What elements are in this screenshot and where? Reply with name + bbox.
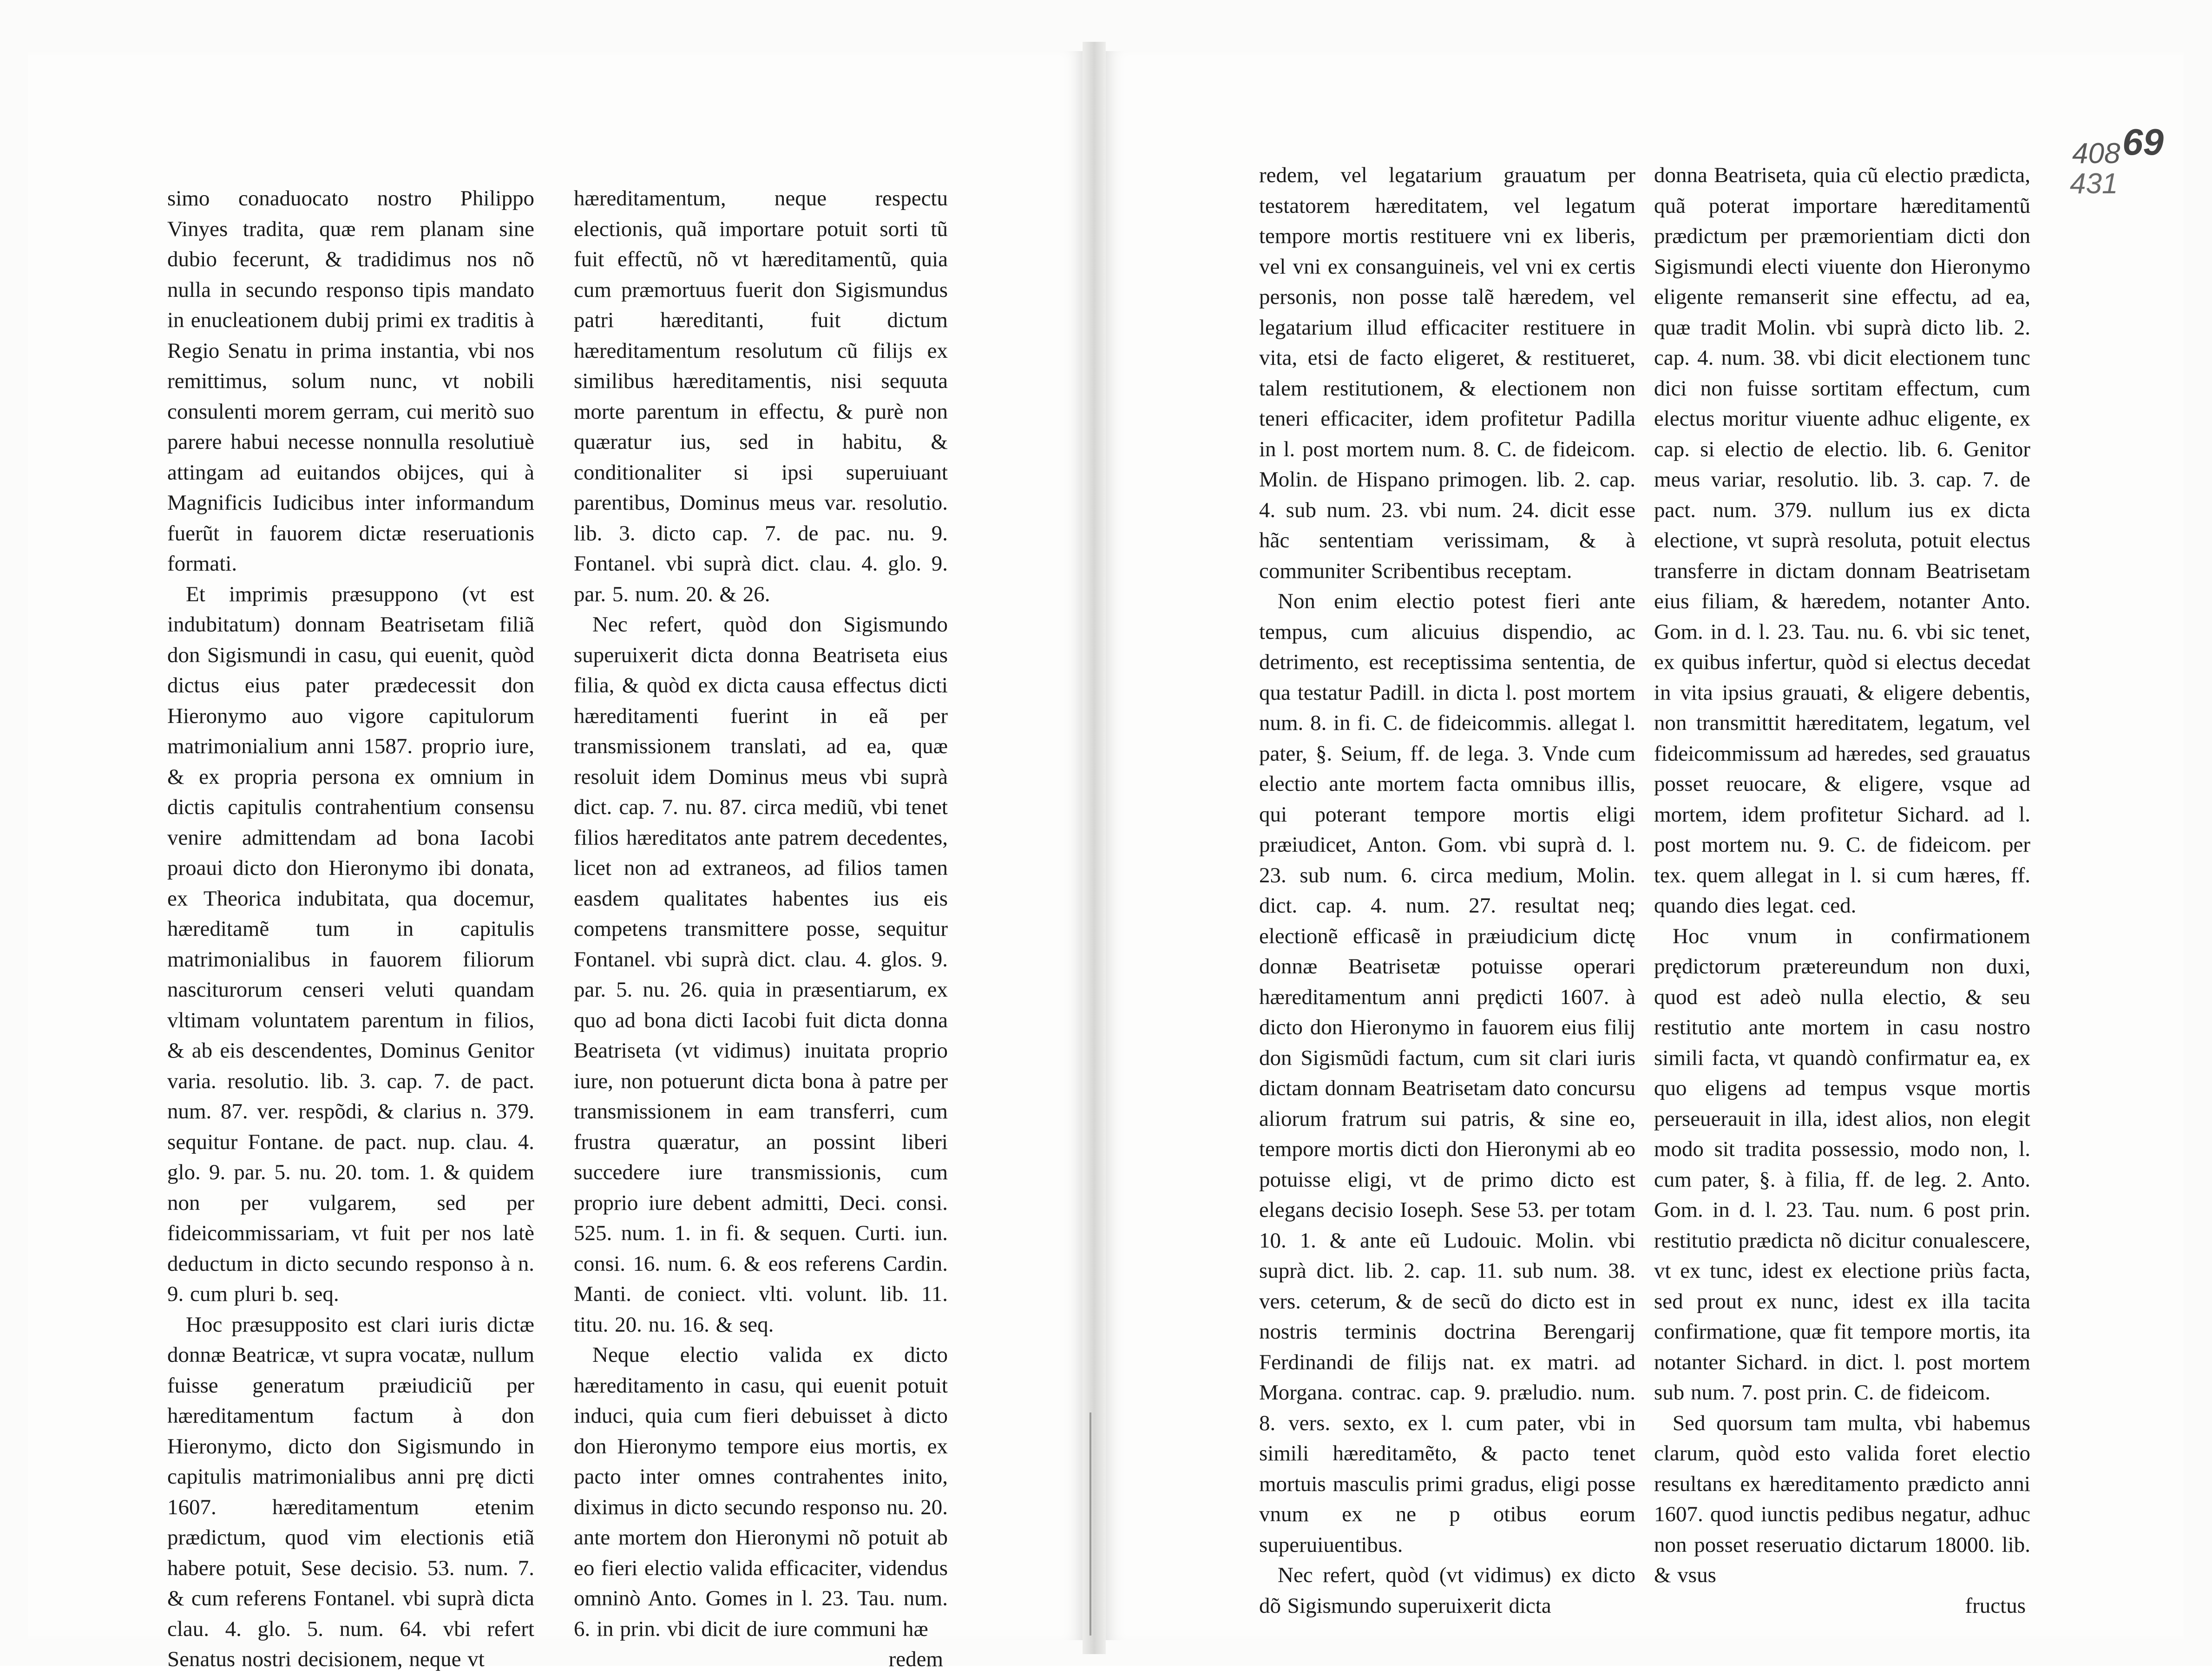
page-crease — [1090, 1412, 1091, 1636]
paragraph: donna Beatriseta, quia cũ electio prædicta, quã poterat importare hæreditamentũ prædictum per præmorientiam dicti don Sigismundi electi viuente don Hieronymo eligente remanserit sine effectu, ad ea, quæ tradit Molin. vbi suprà dicto lib. 2. cap. 4. num. 38. vbi dicit electionem tunc dici non fuisse sortitam effectum, cum electus moritur viuente adhuc eligente, ex cap. si electio de electio. lib. 6. Genitor meus variar, resolutio. lib. 3. cap. 7. de pact. num. 379. nullum ius ex dicta electione, vt suprà resoluta, potuit electus transferre in dictam donnam Beatrisetam eius filiam, & hæredem, notanter Anto. Gom. in d. l. 23. Tau. nu. 6. vbi sic tenet, ex quibus infertur, quòd si electus decedat in vita ipsius grauati, & eligere debentis, non transmittit hæreditatem, legatum, vel fideicommissum ad hæredes, sed grauatus posset reuocare, & eligere, vsque ad mortem, idem profitetur Sichard. ad l. post mortem nu. 9. C. de fideicom. per tex. quem allegat in l. si cum hæres, ff. quando dies legat. ced. — [1654, 163, 2030, 918]
paragraph: Et imprimis præsuppono (vt est indubitatum) donnam Beatrisetam filiã don Sigismundi in casu, qui euenit, quòd dictus eius pater prædecessit don Hieronymo auo vigore capitulorum matrimonialium anni 1587. proprio iure, & ex propria persona ex omnium in dictis capitulis contrahentium consensu venire admittendam ad bona Iacobi proaui dicto don Hieronymo ibi donata, ex Theorica indubitata, qua docemur, hæreditamẽ tum in capitulis matrimonialibus in fauorem filiorum nasciturorum censeri veluti quandam vltimam voluntatem parentum in filios, & ab eis descendentes, Dominus Genitor varia. resolutio. lib. 3. cap. 7. de pact. num. 87. ver. respõdi, & clarius n. 379. sequitur Fontane. de pact. nup. clau. 4. glo. 9. par. 5. nu. 20. tom. 1. & quidem non per vulgarem, sed per fideicommissariam, vt fuit per nos latè deductum in dicto secundo responso à n. 9. cum pluri b. seq. — [167, 582, 534, 1306]
paragraph: hæreditamentum, neque respectu electionis, quã importare potuit sorti tũ fuit effectũ, nõ vt hæreditamentũ, quia cum præmortuus fuerit don Sigismundus patri hæreditanti, fuit dictum hæreditamentum resolutum cũ filijs ex similibus hæreditamentis, nisi sequuta morte parentum in effectu, & purè non quæratur ius, sed in habitu, & conditionaliter si ipsi superuiuant parentibus, Dominus meus var. resolutio. lib. 3. dicto cap. 7. de pac. nu. 9. Fontanel. vbi suprà dict. clau. 4. glo. 9. par. 5. num. 20. & 26. — [574, 186, 948, 606]
paragraph: Hoc præsupposito est clari iuris dictæ donnæ Beatricæ, vt supra vocatæ, nullum fuisse generatum præiudiciũ per hæreditamentum factum à don Hieronymo, dicto don Sigismundo in capitulis matrimonialibus anni prę dicti 1607. hæreditamentum etenim prædictum, quod vim electionis etiã habere potuit, Sese decisio. 53. num. 7. & cum referens Fontanel. vbi suprà dicta clau. 4. glo. 5. num. 64. vbi refert Senatus nostri decisionem, neque vt — [167, 1312, 534, 1671]
book-gutter — [1083, 42, 1106, 1654]
text-column-3 — [1259, 160, 1635, 1618]
paragraph: Nec refert, quòd (vt vidimus) ex dicto dõ Sigismundo superuixerit dicta — [1259, 1563, 1635, 1618]
manuscript-folio-a: 408 — [2072, 138, 2120, 170]
paragraph: Sed quorsum tam multa, vbi habemus clarum, quòd esto valida foret electio resultans ex hæreditamento prædicto anni 1607. quod iunctis pedibus negatur, adhuc non posset reseruatio dictarum 18000. lib. & vsus — [1654, 1411, 2030, 1587]
paragraph: redem, vel legatarium grauatum per testatorem hæreditatem, vel legatum tempore mortis restituere vni ex liberis, vel vni ex consanguineis, vel vni ex certis personis, non posse talẽ hæredem, vel legatarium illud efficaciter restituere in vita, etsi de facto eligeret, & restitueret, talem restitutionem, & electionem non teneri efficaciter, idem profitetur Padilla in l. post mortem num. 8. C. de fideicom. Molin. de Hispano primogen. lib. 2. cap. 4. sub num. 23. vbi num. 24. dicit esse hãc sententiam verissimam, & à communiter Scribentibus receptam. — [1259, 163, 1635, 583]
paragraph: Nec refert, quòd don Sigismundo superuixerit dicta donna Beatriseta eius filia, & quòd ex dicta causa effectus dicti hæreditamenti fuerint in eã per transmissionem translati, ad ea, quæ resoluit idem Dominus meus vbi suprà dict. cap. 7. nu. 87. circa mediũ, vbi tenet filios hæreditatos ante patrem decedentes, licet non ad extraneos, ad filios tamen easdem qualitates habentes ius eis competens transmittere posse, sequitur Fontanel. vbi suprà dict. clau. 4. glos. 9. par. 5. nu. 26. quia in præsentiarum, ex quo ad bona dicti Iacobi fuit dicta donna Beatriseta (vt vidimus) inuitata proprio iure, non potuerunt dicta bona à patre per transmissionem in eam transferri, cum frustra quæratur, an possint liberi succedere iure transmissionis, cum proprio iure debent admitti, Deci. consi. 525. num. 1. in fi. & sequen. Curti. iun. consi. 16. num. 6. & eos referens Cardin. Manti. de coniect. vlti. volunt. lib. 11. titu. 20. nu. 16. & seq. — [574, 612, 948, 1337]
paragraph: Non enim electio potest fieri ante tempus, cum alicuius dispendio, ac detrimento, est receptissima sententia, de qua testatur Padill. in dicta l. post mortem num. 8. in fi. C. de fideicommis. allegat l. pater, §. Seium, ff. de lega. 3. Vnde cum electio ante mortem facta omnibus illis, qui poterant tempore mortis eligi præiudicet, Anton. Gom. vbi suprà d. l. 23. sub num. 6. circa medium, Molin. dict. cap. 4. num. 27. resultat neq; electionẽ efficasẽ in præiudicium dictę donnæ Beatrisetæ potuisse operari hæreditamentum anni prędicti 1607. à dicto don Hieronymo in fauorem eius filij don Sigismũdi factum, cum sit clari iuris dictam donnam Beatrisetam dato concursu aliorum fratrum sui patris, & sine eo, tempore mortis dicti don Hieronymi ab eo potuisse eligi, vt de primo dicto est elegans decisio Ioseph. Sese 53. per totam 10. 1. & ante eũ Ludouic. Molin. vbi suprà dict. lib. 2. cap. 11. sub num. 38. vers. ceterum, & de secũ do dicto est in nostris terminis doctrina Berengarij Ferdinandi de filijs nat. ex matri. ad Morgana. contrac. cap. 9. præludio. num. 8. vers. sexto, ex l. cum pater, vbi in simili hæreditamẽto, & pacto tenet mortuis masculis primi gradus, eligi posse vnum ex ne p otibus eorum superuiuentibus. — [1259, 589, 1635, 1557]
text-column-2 — [574, 184, 948, 1671]
text-column-4 — [1654, 160, 2030, 1618]
paragraph: simo conaduocato nostro Philippo Vinyes tradita, quæ rem planam sine dubio fecerunt, & tradidimus nos nõ nulla in secundo responso tipis mandato in enucleationem dubij primi ex traditis à Regio Senatu in prima instantia, vbi nos remittimus, solum nunc, vt nobili consulenti morem gerram, cui meritò suo parere habui necesse nonnulla resolutiuè attingam ad euitandos obijces, qui à Magnificis Iudicibus inter informandum fuerũt in fauorem dictæ reseruationis formati. — [167, 186, 534, 576]
manuscript-folio-b: 431 — [2070, 168, 2118, 200]
paragraph: Neque electio valida ex dicto hæreditamento in casu, qui euenit potuit induci, quia cum fieri debuisset à dicto don Hieronymo tempore eius mortis, ex pacto inter omnes contrahentes inito, diximus in dicto secundo responso nu. 20. ante mortem don Hieronymi nõ potuit ab eo fieri electio valida efficaciter, videndus omninò Anto. Gomes in l. 23. Tau. num. 6. in prin. vbi dicit de iure communi hæ — [574, 1343, 948, 1641]
catchword: fructus — [1965, 1593, 2026, 1618]
folio-number: 69 — [2122, 121, 2164, 163]
paragraph: Hoc vnum in confirmationem prędictorum prætereundum non duxi, quod est adeò nulla electio, & seu restitutio ante mortem in casu nostro simili facta, vt quandò confirmatur ea, ex quo eligens ad tempus vsque mortis perseuerauit in illa, idest alios, non elegit modo sit tradita possessio, modo non, l. cum pater, §. à filia, ff. de leg. 2. Anto. Gom. in d. l. 23. Tau. num. 6 post prin. restitutio prædicta nõ dicitur conualescere, vt ex tunc, idest ex electione priùs facta, sed prout ex nunc, idest ex illa tacita confirmatione, quæ fit tempore mortis, ita notanter Sichard. in dict. l. post mortem sub num. 7. post prin. C. de fideicom. — [1654, 924, 2030, 1405]
catchword: redem — [888, 1647, 943, 1671]
text-column-1 — [167, 184, 534, 1671]
